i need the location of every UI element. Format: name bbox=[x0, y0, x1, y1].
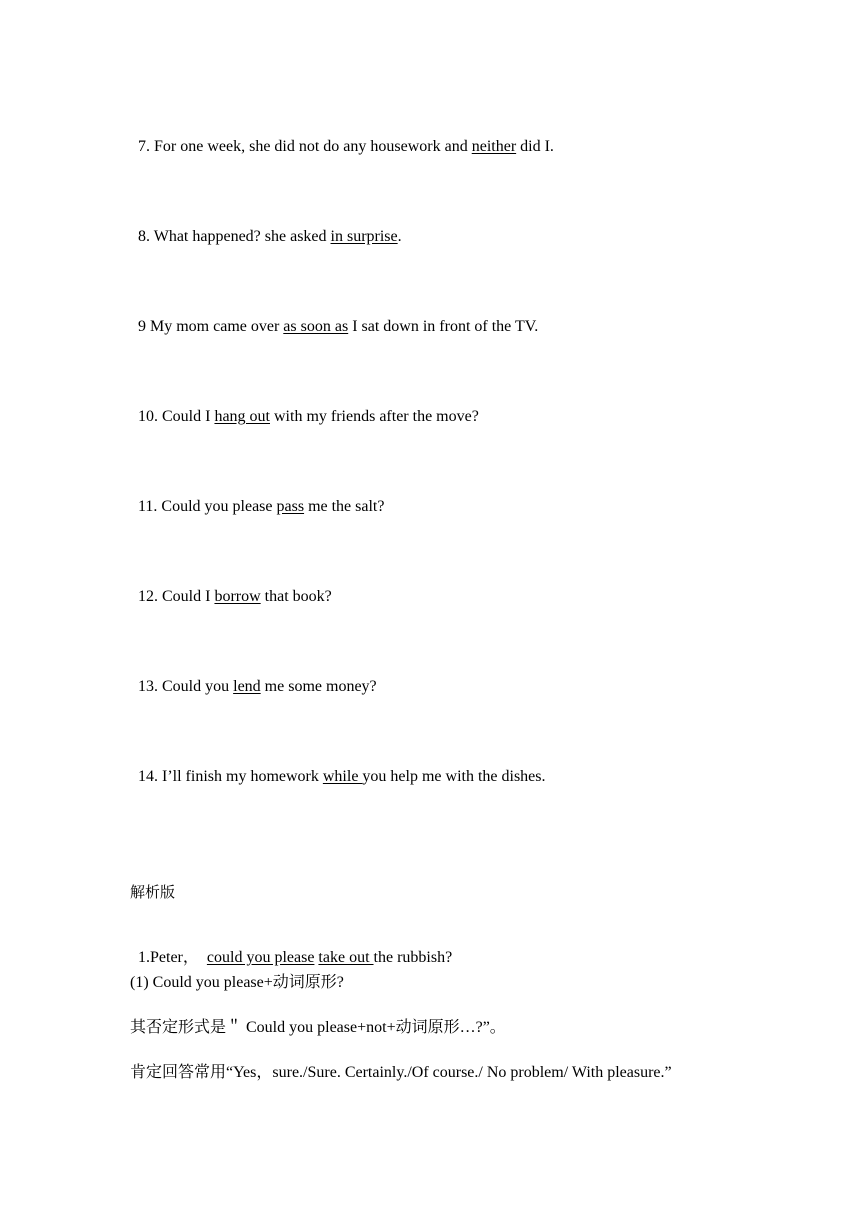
sentence-9-text: 9 My mom came over bbox=[138, 318, 284, 335]
analysis-rule: (1) Could you please+动词原形? bbox=[130, 974, 344, 991]
question-1-text-end: the rubbish? bbox=[373, 949, 453, 966]
sentence-8-answer: in surprise bbox=[330, 228, 398, 245]
sentence-10-answer: hang out bbox=[214, 408, 270, 425]
sentence-12 bbox=[130, 567, 332, 607]
sentence-13-text-end: me some money? bbox=[260, 678, 377, 695]
sentence-14 bbox=[130, 747, 546, 787]
sentence-11-text-end: me the salt? bbox=[304, 498, 385, 515]
analysis-negative-form: 其否定形式是＂ Could you please+not+动词原形…?”。 bbox=[130, 1019, 506, 1036]
question-1-answer-1: could you please bbox=[206, 949, 315, 966]
sentence-13 bbox=[130, 657, 377, 697]
sentence-11-text: 11. Could you please bbox=[138, 498, 277, 515]
sentence-10 bbox=[130, 387, 479, 427]
sentence-14-answer: while bbox=[322, 768, 363, 785]
analysis-heading: 解析版 bbox=[130, 883, 176, 901]
sentence-12-text-end: that book? bbox=[260, 588, 332, 605]
sentence-12-text: 12. Could I bbox=[138, 588, 215, 605]
sentence-10-text-end: with my friends after the move? bbox=[270, 408, 479, 425]
sentence-7-answer: neither bbox=[471, 138, 517, 155]
sentence-14-text: 14. I’ll finish my homework bbox=[138, 768, 323, 785]
analysis-question-1 bbox=[130, 928, 452, 968]
sentence-11-answer: pass bbox=[276, 498, 305, 515]
sentence-13-text: 13. Could you bbox=[138, 678, 234, 695]
sentence-9-text-end: I sat down in front of the TV. bbox=[348, 318, 539, 335]
sentence-9 bbox=[130, 297, 538, 337]
sentence-8 bbox=[130, 207, 402, 247]
sentence-7-text-end: did I. bbox=[516, 138, 554, 155]
question-1-text: 1.Peter， bbox=[138, 949, 207, 966]
sentence-13-answer: lend bbox=[233, 678, 261, 695]
sentence-11 bbox=[130, 477, 384, 517]
analysis-affirmative-answers: 肯定回答常用“Yes，sure./Sure. Certainly./Of course./ No problem/ With pleasure.” bbox=[130, 1064, 672, 1081]
sentence-10-text: 10. Could I bbox=[138, 408, 215, 425]
sentence-7-text: 7. For one week, she did not do any housework and bbox=[138, 138, 472, 155]
sentence-8-text: 8. What happened? she asked bbox=[138, 228, 331, 245]
sentence-7 bbox=[130, 117, 554, 157]
question-1-answer-2: take out bbox=[318, 949, 374, 966]
sentence-12-answer: borrow bbox=[214, 588, 261, 605]
sentence-14-text-end: you help me with the dishes. bbox=[362, 768, 546, 785]
sentence-8-text-end: . bbox=[397, 228, 402, 245]
sentence-9-answer: as soon as bbox=[283, 318, 349, 335]
